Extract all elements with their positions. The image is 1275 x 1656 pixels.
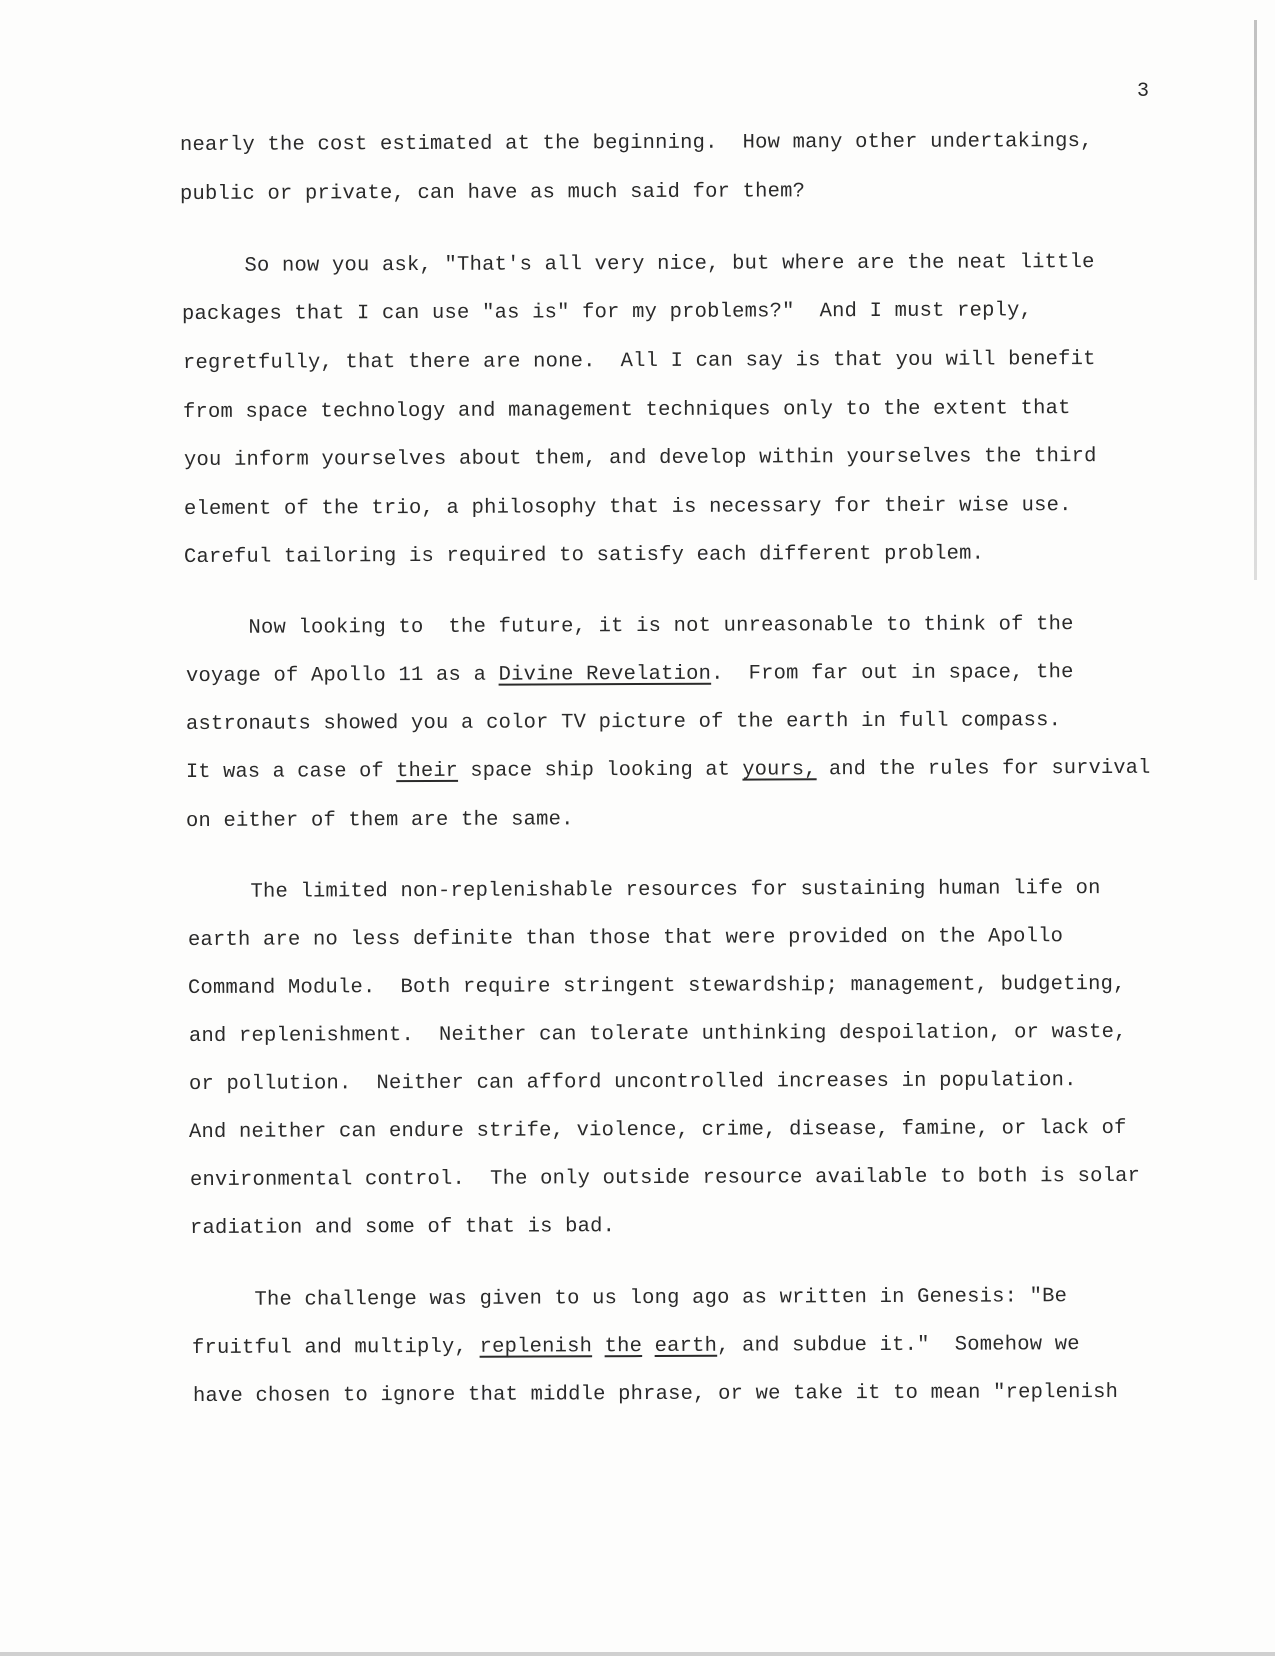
underlined-text: earth	[654, 1334, 718, 1358]
underlined-text: yours,	[742, 758, 817, 782]
text-line	[180, 130, 1093, 157]
text-line	[180, 180, 805, 206]
text-segment: or pollution. Neither can afford uncontrolled increases in population.	[188, 1069, 1077, 1096]
text-line	[183, 348, 1096, 375]
text-segment: regretfully, that there are none. All I can say is that you will benefit	[182, 348, 1096, 375]
text-line	[193, 1381, 1118, 1408]
text-segment: astronauts showed you a color TV picture of the earth in full compass.	[185, 709, 1062, 736]
underlined-text: replenish	[479, 1335, 593, 1359]
text-segment: radiation and some of that is bad.	[189, 1215, 616, 1240]
text-line	[186, 613, 1074, 640]
text-line	[182, 299, 1032, 326]
text-segment: environmental control. The only outside resource available to both is solar	[189, 1164, 1141, 1192]
text-line	[189, 1117, 1127, 1144]
text-line	[189, 1069, 1077, 1096]
underlined-text: their	[396, 759, 459, 784]
text-line	[184, 494, 1072, 521]
page-number: 3	[1137, 80, 1150, 103]
text-line	[183, 397, 1071, 424]
text-line	[192, 1333, 1080, 1360]
text-segment: The challenge was given to us long ago as written in Genesis: "Be	[191, 1285, 1068, 1312]
underlined-text: the	[604, 1335, 643, 1359]
text-segment: . From far out in space, the	[711, 661, 1074, 686]
text-segment: Careful tailoring is required to satisfy each different problem.	[183, 542, 985, 569]
text-segment: packages that I can use "as is" for my problems?" And I must reply,	[181, 299, 1033, 326]
text-segment: public or private, can have as much said for them?	[179, 180, 806, 206]
text-segment: and the rules for survival	[816, 756, 1151, 782]
text-line	[186, 661, 1074, 688]
text-segment: voyage of Apollo 11 as a	[185, 663, 499, 688]
text-segment	[592, 1335, 605, 1358]
text-segment: , and subdue it." Somehow we	[717, 1333, 1080, 1358]
text-segment: and replenishment. Neither can tolerate unthinking despoilation, or waste,	[188, 1020, 1127, 1048]
text-segment: Now looking to the future, it is not unreasonable to think of the	[185, 613, 1074, 640]
text-segment: from space technology and management techniques only to the extent that	[182, 397, 1071, 424]
text-segment: element of the trio, a philosophy that is necessary for their wise use.	[183, 494, 1072, 521]
text-line	[189, 1021, 1127, 1048]
text-segment: earth are no less definite than those that were provided on the Apollo	[187, 925, 1064, 952]
text-line	[190, 1215, 615, 1240]
text-segment: space ship looking at	[457, 758, 743, 783]
text-line	[182, 251, 1095, 278]
text-segment: So now you ask, "That's all very nice, but where are the neat little	[181, 251, 1095, 278]
text-line	[184, 543, 984, 569]
text-line	[186, 757, 1151, 784]
text-segment: nearly the cost estimated at the beginning. How many other undertakings,	[179, 130, 1093, 157]
text-segment: fruitful and multiply,	[191, 1335, 480, 1360]
text-segment: Command Module. Both require stringent stewardship; management, budgeting,	[187, 972, 1126, 1000]
text-line	[184, 445, 1097, 472]
text-segment: have chosen to ignore that middle phrase, or we take it to mean "replenish	[192, 1380, 1119, 1408]
text-segment: on either of them are the same.	[185, 808, 574, 833]
text-line	[190, 1165, 1140, 1192]
text-line	[192, 1285, 1067, 1312]
text-line	[188, 877, 1101, 904]
underlined-text: Divine Revelation	[498, 662, 712, 687]
text-line	[186, 709, 1061, 736]
text-segment: It was a case of	[185, 760, 397, 784]
text-segment: And neither can endure strife, violence, crime, disease, famine, or lack of	[188, 1116, 1127, 1144]
text-line	[188, 925, 1063, 952]
text-segment: you inform yourselves about them, and develop within yourselves the third	[183, 445, 1097, 472]
text-line	[188, 973, 1126, 1000]
text-segment	[642, 1335, 655, 1358]
page-edge-shadow	[1254, 20, 1257, 580]
page-bottom-edge	[0, 1652, 1275, 1656]
text-line	[186, 808, 574, 833]
text-segment: The limited non-replenishable resources for sustaining human life on	[187, 877, 1101, 904]
